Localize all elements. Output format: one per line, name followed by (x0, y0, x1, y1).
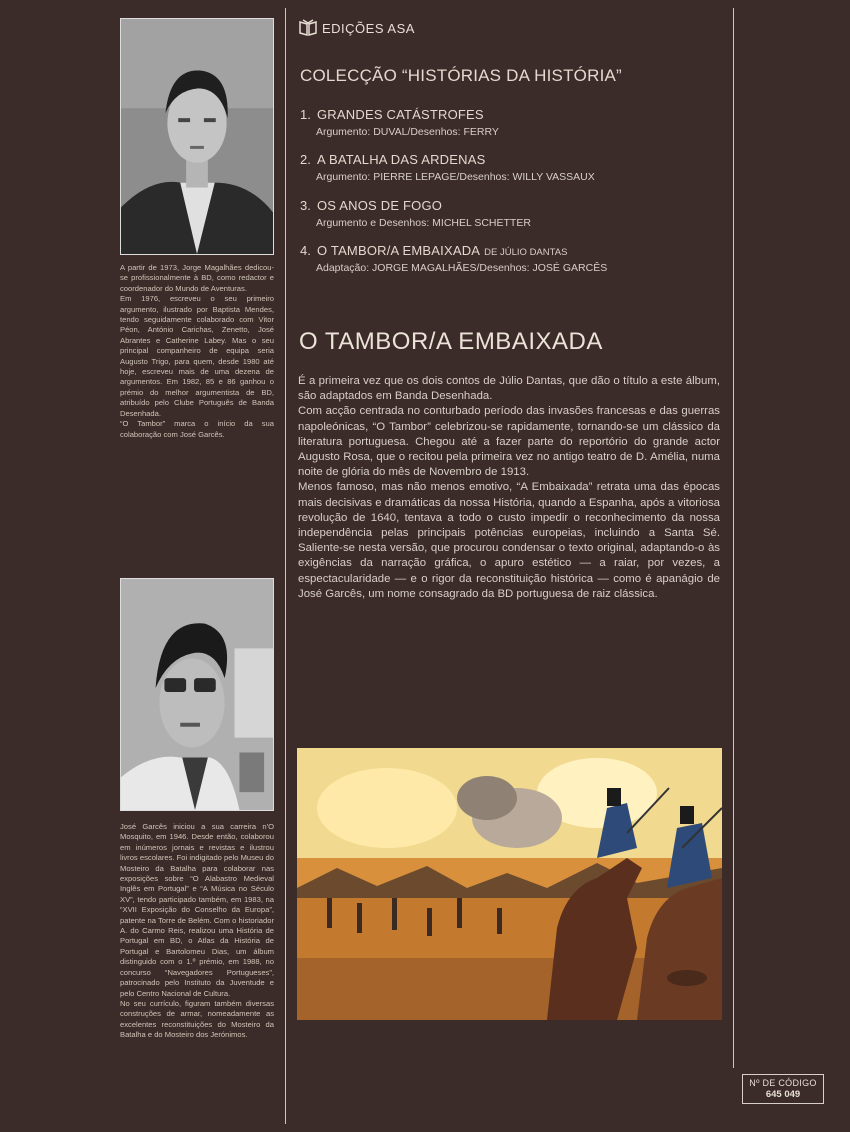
description-para-1: É a primeira vez que os dois contos de Júlio Dantas, que dão o título a este álbum, são adaptados em Banda Desenhada. (298, 375, 720, 403)
book-3-credits: Argumento e Desenhos: MICHEL SCHETTER (316, 217, 531, 229)
author-photo-jorge-magalhaes (120, 18, 274, 255)
publisher-logo (298, 18, 415, 38)
book-2-title: A BATALHA DAS ARDENAS (317, 152, 486, 167)
battle-illustration (297, 748, 722, 1020)
author-photo-jose-garces (120, 578, 274, 811)
book-2 (300, 151, 595, 183)
product-code-label: Nº DE CÓDIGO (749, 1078, 817, 1088)
album-title: O TAMBOR/A EMBAIXADA (299, 328, 603, 355)
description-para-3: Menos famoso, mas não menos emotivo, “A Embaixada” retrata uma das épocas mais decisivas e dramáticas da nossa História, quando a Espanha, após a vitoriosa revolução de 1640, tentava a todo o custo impedir o reconhecimento da nossa independência pelas principais potências europeias, incluindo a Santa Sé. Saliente-se nesta versão, que procurou condensar o texto original, adaptando-o às exigências da narração gráfica, o apuro estético — a raiar, por vezes, a espectacularidade — e o rigor da reconstituição histórica — como é apanágio de José Garcês, um nome consagrado da BD portuguesa de raiz clássica. (298, 481, 720, 600)
left-column-rule (285, 8, 286, 1124)
publisher-name: EDIÇÕES ASA (322, 20, 415, 36)
book-1-credits: Argumento: DUVAL/Desenhos: FERRY (316, 126, 499, 138)
product-code-box (742, 1074, 824, 1104)
book-1 (300, 106, 499, 138)
book-3-number: 3. (300, 198, 311, 213)
book-1-number: 1. (300, 107, 311, 122)
bio-1-para-1: A partir de 1973, Jorge Magalhães dedicou-se profissionalmente à BD, como redactor e coordenador do Mundo de Aventuras. (120, 263, 274, 293)
product-code-value: 645 049 (765, 1089, 801, 1100)
album-description (298, 374, 720, 602)
bio-2-para-1: José Garcês iniciou a sua carreira n'O Mosquito, em 1946. Desde então, colaborou em inúmeros jornais e revistas e ilustrou livros escolares. Foi indigitado pelo Museu do Mosteiro da Batalha para colaborar nas exposições sobre “O Alabastro Medieval Inglês em Portugal” e “A Música no Século XV”, tendo participado também, em 1983, na “XVII Exposição do Conselho da Europa”, patente na Torre de Belém. Com o historiador A. do Carmo Reis, realizou uma História de Portugal em BD, o Atlas da História de Portugal e Bartolomeu Dias, um álbum distinguido com o 1.º prémio, em 1988, no concurso “Navegadores Portugueses”, patrocinado pelo Instituto da Juventude e pelo Centro Nacional de Cultura. (120, 822, 274, 998)
book-4-number: 4. (300, 243, 311, 258)
description-para-2: Com acção centrada no conturbado período das invasões francesas e das guerras napoleónicas, “O Tambor” celebrizou-se rapidamente, tornando-se um clássico da literatura portuguesa. Chegou até a fazer parte do reportório do grande actor Augusto Rosa, que o recitou pela primeira vez no antigo teatro de D. Amélia, numa noite de glória do mês de Novembro de 1913. (298, 405, 720, 479)
bio-jose-garces (120, 822, 274, 1041)
book-4-title: O TAMBOR/A EMBAIXADA (317, 243, 481, 258)
collection-title: COLECÇÃO “HISTÓRIAS DA HISTÓRIA” (300, 66, 622, 85)
book-2-credits: Argumento: PIERRE LEPAGE/Desenhos: WILLY VASSAUX (316, 171, 595, 183)
book-3-title: OS ANOS DE FOGO (317, 198, 443, 213)
book-logo-icon (298, 18, 318, 38)
book-3 (300, 197, 531, 229)
book-4-author: DE JÚLIO DANTAS (484, 247, 568, 258)
bio-jorge-magalhaes (120, 263, 274, 440)
bio-2-para-2: No seu currículo, figuram também diversas construções de armar, nomeadamente as excelentes reconstituições do Mosteiro da Batalha e do Mosteiro dos Jerónimos. (120, 998, 274, 1040)
bio-1-para-2: Em 1976, escreveu o seu primeiro argumento, ilustrado por Baptista Mendes, tendo seguidamente colaborado com Vitor Péon, António Carichas, Zenetto, José Abrantes e Catherine Labey. Mas o seu principal companheiro de equipa seria Augusto Trigo, para quem, desde 1980 até hoje, escreveu mais de uma dezena de argumentos. Em 1982, 85 e 86 ganhou o prémio do melhor argumentista de BD, atribuído pelo Clube Português de Banda Desenhada. (120, 294, 274, 418)
book-2-number: 2. (300, 152, 311, 167)
book-4 (300, 242, 607, 274)
book-4-credits: Adaptação: JORGE MAGALHÃES/Desenhos: JOSÉ GARCÊS (316, 262, 608, 274)
book-1-title: GRANDES CATÁSTROFES (317, 107, 484, 122)
right-margin-rule (733, 8, 734, 1068)
bio-1-para-3: “O Tambor” marca o início da sua colaboração com José Garcês. (120, 419, 274, 439)
